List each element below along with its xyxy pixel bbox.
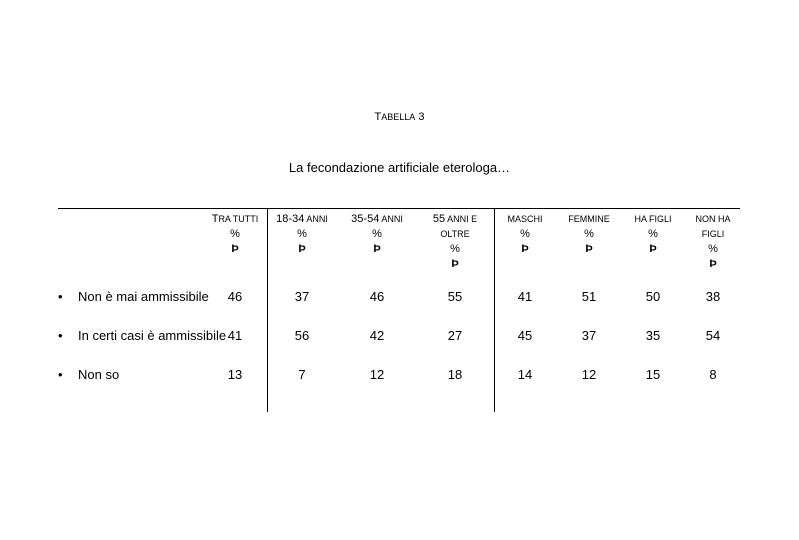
table-caption bbox=[0, 111, 799, 123]
percent-sign: % bbox=[584, 228, 594, 240]
column-header-label bbox=[415, 212, 495, 227]
table-cell: 37 bbox=[294, 289, 310, 304]
percent-sign: % bbox=[648, 228, 658, 240]
column-header-label-cap: 55 bbox=[432, 213, 446, 225]
percent-sign: % bbox=[450, 243, 460, 255]
column-header-3 bbox=[415, 212, 495, 272]
column-symbol: Þ bbox=[709, 258, 717, 270]
column-symbol: Þ bbox=[521, 243, 529, 255]
row-bullet: • bbox=[58, 289, 63, 304]
column-header-label-text: MASCHI bbox=[507, 214, 543, 224]
percent-sign: % bbox=[708, 243, 718, 255]
table-cell: 51 bbox=[581, 289, 597, 304]
table-cell: 12 bbox=[369, 367, 385, 382]
table-cell: 18 bbox=[447, 367, 463, 382]
row-label: Non è mai ammissibile bbox=[78, 289, 209, 304]
row-bullet: • bbox=[58, 328, 63, 343]
column-symbol: Þ bbox=[373, 243, 381, 255]
column-header-label-text: ANNI bbox=[379, 214, 403, 224]
row-label: In certi casi è ammissibile bbox=[78, 328, 227, 343]
table-cell: 37 bbox=[581, 328, 597, 343]
column-symbol: Þ bbox=[298, 243, 306, 255]
table-cell: 38 bbox=[705, 289, 721, 304]
table-title: La fecondazione artificiale eterologa… bbox=[288, 160, 511, 175]
column-header-label-cap: 18-34 bbox=[276, 213, 305, 225]
column-symbol: Þ bbox=[231, 243, 239, 255]
table-cell: 50 bbox=[645, 289, 661, 304]
column-header-label-line2: FIGLI bbox=[701, 229, 725, 239]
column-header-1 bbox=[262, 212, 342, 257]
table-cell: 46 bbox=[227, 289, 243, 304]
table-cell: 41 bbox=[517, 289, 533, 304]
table-cell: 8 bbox=[709, 367, 717, 382]
table-cell: 46 bbox=[369, 289, 385, 304]
caption-number: 3 bbox=[418, 111, 425, 123]
column-header-2 bbox=[337, 212, 417, 257]
table-cell: 27 bbox=[447, 328, 463, 343]
table-cell: 55 bbox=[447, 289, 463, 304]
table-cell: 14 bbox=[517, 367, 533, 382]
table-cell: 41 bbox=[227, 328, 243, 343]
column-symbol: Þ bbox=[451, 258, 459, 270]
column-header-label-text: RA TUTTI bbox=[218, 214, 259, 224]
table-cell: 42 bbox=[369, 328, 385, 343]
table-cell: 54 bbox=[705, 328, 721, 343]
caption-rest: ABELLA bbox=[381, 112, 416, 122]
caption-first-letter: T bbox=[374, 111, 382, 123]
column-header-label bbox=[673, 212, 753, 227]
column-header-label-cap: T bbox=[211, 213, 219, 225]
table-cell: 7 bbox=[298, 367, 306, 382]
column-header-label-text: NON HA bbox=[695, 214, 731, 224]
column-header-label-text: ANNI E bbox=[445, 214, 478, 224]
column-header-label-text: FEMMINE bbox=[568, 214, 610, 224]
table-top-rule bbox=[58, 208, 740, 209]
row-label: Non so bbox=[78, 367, 120, 382]
table-cell: 45 bbox=[517, 328, 533, 343]
percent-sign: % bbox=[297, 228, 307, 240]
column-header-label-cap: 35-54 bbox=[351, 213, 380, 225]
column-header-label-line2: OLTRE bbox=[440, 229, 470, 239]
percent-sign: % bbox=[520, 228, 530, 240]
column-header-7 bbox=[673, 212, 753, 272]
column-header-label-text: ANNI bbox=[304, 214, 328, 224]
table-cell: 13 bbox=[227, 367, 243, 382]
table-cell: 35 bbox=[645, 328, 661, 343]
column-header-label-text: HA FIGLI bbox=[634, 214, 672, 224]
percent-sign: % bbox=[372, 228, 382, 240]
column-symbol: Þ bbox=[649, 243, 657, 255]
table-cell: 56 bbox=[294, 328, 310, 343]
percent-sign: % bbox=[230, 228, 240, 240]
column-header-label bbox=[337, 212, 417, 227]
row-bullet: • bbox=[58, 367, 63, 382]
table-cell: 15 bbox=[645, 367, 661, 382]
table-cell: 12 bbox=[581, 367, 597, 382]
column-symbol: Þ bbox=[585, 243, 593, 255]
column-header-label bbox=[262, 212, 342, 227]
